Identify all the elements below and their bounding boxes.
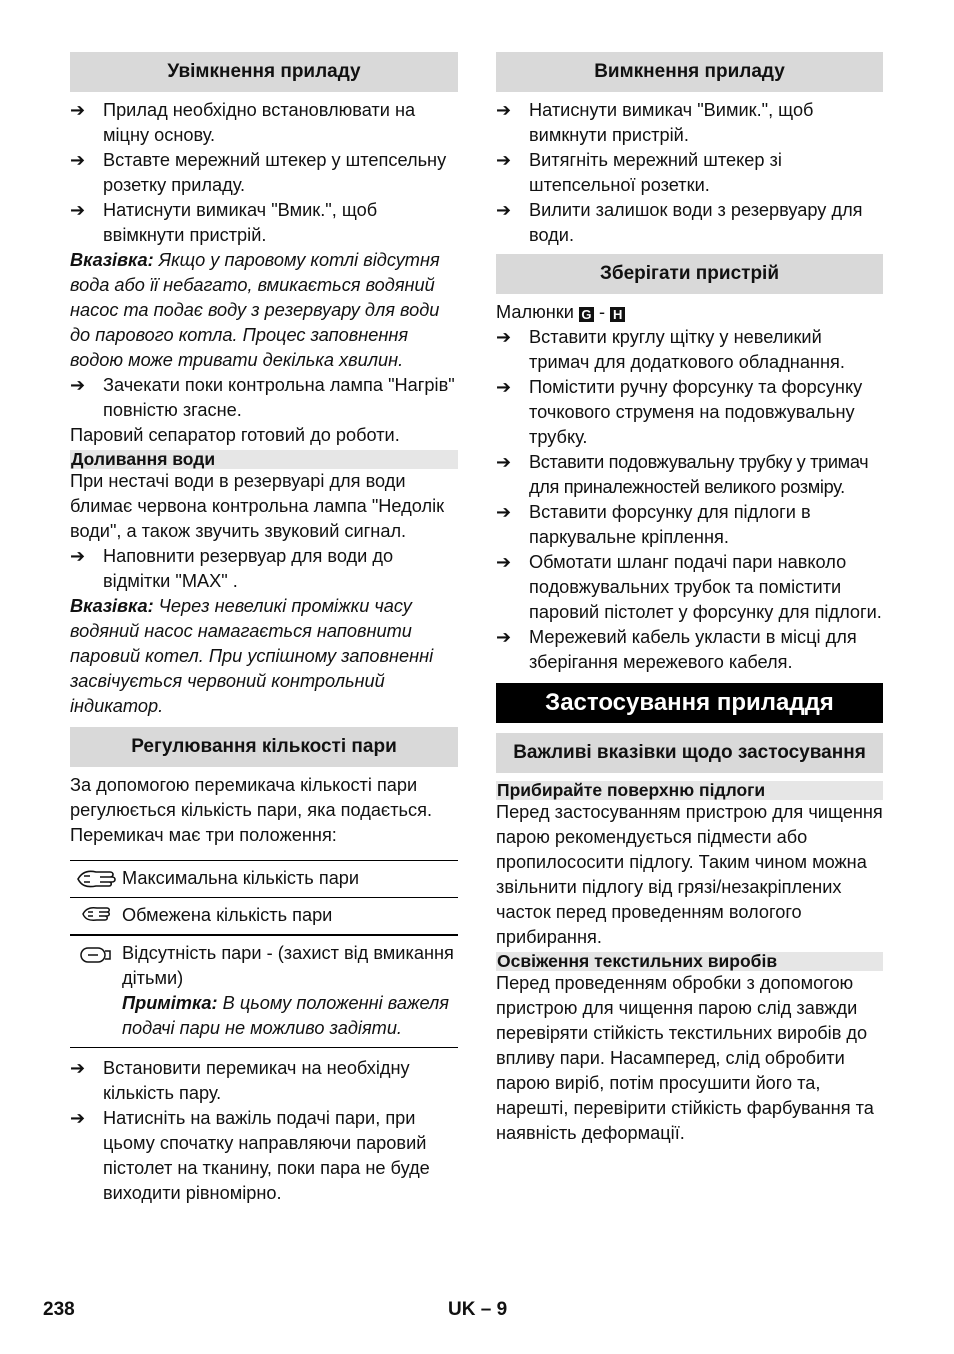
subheading-floor-cleaning: Прибирайте поверхню підлоги [496,781,883,800]
bullet-item: ➔ Вставте мережний штекер у штепсельну розетку приладу. [70,148,458,198]
page-number: 238 [43,1299,75,1320]
arrow-right-icon: ➔ [70,100,86,120]
arrow-right-icon: ➔ [496,627,512,647]
arrow-right-icon: ➔ [496,327,512,347]
arrow-right-icon: ➔ [496,502,512,522]
section-heading-usage-notes: Важливі вказівки щодо застосування [496,733,883,773]
note-paragraph: Вказівка: Через невеликі проміжки часу водяний насос намагається наповнити паровий котел. При успішному заповненні засвічується червоний контрольний індикатор. [70,596,434,716]
section-heading-switch-on: Увімкнення приладу [70,52,458,92]
note-paragraph: Вказівка: Якщо у паровому котлі відсутня вода або її небагато, вмикається водяний насос та подає воду з резервуару для води до парового котла. Процес заповнення водою може тривати декілька хвилин. [70,250,440,370]
bullet-item: ➔ Натиснути вимикач "Вмик.", щоб ввімкнути пристрій. [70,198,458,248]
arrow-right-icon: ➔ [70,1108,86,1128]
right-column [496,52,883,1146]
ready-text: Паровий сепаратор готовий до роботи. [70,425,400,445]
bullet-item: ➔ Натиснути вимикач "Вимик.", щоб вимкнути пристрій. [496,98,883,148]
arrow-right-icon: ➔ [70,375,86,395]
note-paragraph: Примітка: В цьому положенні важеля подачі пари не можливо задіяти. [122,993,449,1038]
arrow-right-icon: ➔ [496,552,512,572]
bullet-item: ➔ Вставити подовжувальну трубку у тримач для приналежностей великого розміру. [496,450,883,500]
bullet-item: ➔ Зачекати поки контрольна лампа "Нагрів" повністю згасне. [70,373,458,423]
bullet-item: ➔ Помістити ручну форсунку та форсунку точкового струменя на подовжувальну трубку. [496,375,883,450]
bullet-item: ➔ Наповнити резервуар для води до відмітки "MAX" . [70,544,458,594]
arrow-right-icon: ➔ [496,100,512,120]
bullet-item: ➔ Обмотати шланг подачі пари навколо подовжувальних трубок та помістити паровий пістолет у форсунку для підлоги. [496,550,883,625]
steam-off-child-lock-icon [70,941,122,1041]
section-heading-steam-regulation: Регулювання кількості пари [70,727,458,767]
steam-settings-table [70,860,458,1048]
figure-key-g: G [579,307,594,322]
bullet-item: ➔ Мережевий кабель укласти в місці для зберігання мережевого кабеля. [496,625,883,675]
arrow-right-icon: ➔ [496,452,512,472]
bullet-item: ➔ Вилити залишок води з резервуару для води. [496,198,883,248]
paragraph: Перед проведенням обробки з допомогою пристрою для чищення парою слід завжди перевіряти стійкість текстильних виробів до впливу пари. Насамперед, слід обробити парою виріб, потім просушити його та, нарешті, перевірити стійкість фарбування та наявність деформації. [496,973,874,1143]
bullet-item: ➔ Витягніть мережний штекер зі штепсельної розетки. [496,148,883,198]
section-heading-switch-off: Вимкнення приладу [496,52,883,92]
steam-max-icon [70,866,122,892]
paragraph: За допомогою перемикача кількості пари регулюється кількість пари, яка подається. Перемикач має три положення: [70,775,433,845]
bullet-item: ➔ Натисніть на важіль подачі пари, при цьому спочатку направляючи паровий пістолет на тканину, поки пара не буде виходити рівномірно. [70,1106,458,1206]
arrow-right-icon: ➔ [496,377,512,397]
arrow-right-icon: ➔ [70,150,86,170]
arrow-right-icon: ➔ [496,200,512,220]
subheading-textile-refresh: Освіження текстильних виробів [496,952,883,971]
section-heading-storage: Зберігати пристрій [496,254,883,294]
steam-reduced-icon [70,903,122,928]
paragraph: При нестачі води в резервуарі для води блимає червона контрольна лампа "Недолік води", а також звучить звуковий сигнал. [70,471,445,541]
arrow-right-icon: ➔ [70,546,86,566]
paragraph: Перед застосуванням пристрою для чищення парою рекомендується підмести або пропилососити підлогу. Таким чином можна звільнити підлогу від грязі/незакріплених часток перед проведенням вологого прибирання. [496,802,883,947]
section-footer: UK – 9 [448,1299,508,1320]
table-row: Максимальна кількість пари [70,861,458,898]
left-column [70,52,458,1206]
bullet-item: ➔ Вставити круглу щітку у невеликий тримач для додаткового обладнання. [496,325,883,375]
table-row: Обмежена кількість пари [70,898,458,936]
table-row: Відсутність пари - (захист від вмикання дітьми) Примітка: В цьому положенні важеля подачі пари не можливо задіяти. [70,936,458,1048]
bullet-item: ➔ Встановити перемикач на необхідну кількість пару. [70,1056,458,1106]
figure-key-h: H [610,307,625,322]
arrow-right-icon: ➔ [70,1058,86,1078]
subheading-refill-water: Доливання води [70,450,458,469]
chapter-heading-accessories: Застосування приладдя [496,683,883,723]
bullet-item: ➔ Вставити форсунку для підлоги в паркувальне кріплення. [496,500,883,550]
figure-reference: Малюнки G - H [496,300,883,325]
bullet-item: ➔ Прилад необхідно встановлювати на міцну основу. [70,98,458,148]
arrow-right-icon: ➔ [70,200,86,220]
arrow-right-icon: ➔ [496,150,512,170]
